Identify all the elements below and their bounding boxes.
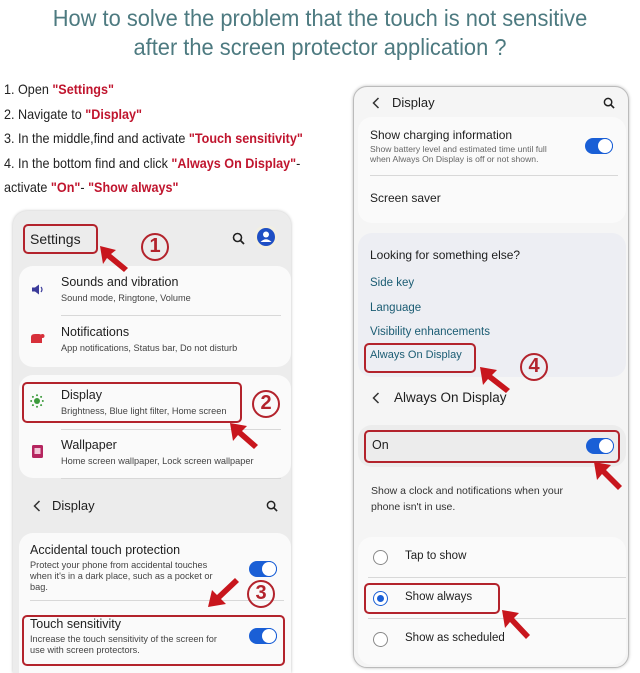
charging-subtitle-2: when Always On Display is off or not shown. <box>370 154 539 164</box>
accidental-touch-toggle[interactable] <box>249 561 277 577</box>
notifications-title: Notifications <box>61 325 130 339</box>
marker-4: 4 <box>520 353 548 381</box>
marker-3: 3 <box>247 580 275 608</box>
highlight-aod-on <box>364 430 620 463</box>
touch-sensitivity-title: Touch sensitivity <box>30 617 122 631</box>
link-always-on-display[interactable]: Always On Display <box>370 349 462 361</box>
step-text: 4. In the bottom find and click <box>4 154 172 171</box>
title-line-2: after the screen protector application ? <box>133 34 507 60</box>
aod-description-1: Show a clock and notifications when your <box>371 485 564 497</box>
display-title: Display <box>61 388 102 402</box>
step-text: 1. Open <box>4 81 53 97</box>
link-visibility-enhancements[interactable]: Visibility enhancements <box>370 326 490 338</box>
step-text: 2. Navigate to <box>4 105 86 122</box>
step-highlight: "On" <box>50 179 81 195</box>
link-language[interactable]: Language <box>370 302 422 314</box>
link-side-key[interactable]: Side key <box>370 277 415 289</box>
step-text: 3. In the middle,find and activate <box>4 130 189 146</box>
search-icon[interactable] <box>603 97 615 109</box>
back-chevron-icon[interactable] <box>372 97 380 109</box>
screen-saver-item[interactable]: Screen saver <box>370 191 441 205</box>
arrow-icon <box>98 244 138 274</box>
accidental-subtitle-1: Protect your phone from accidental touches <box>30 560 208 570</box>
highlight-settings <box>23 224 98 254</box>
step-2 <box>4 102 346 127</box>
arrow-icon <box>205 576 243 610</box>
accidental-title: Accidental touch protection <box>30 543 181 557</box>
step-3 <box>4 126 346 151</box>
accidental-subtitle-2: when it's in a dark place, such as a pocket or <box>30 571 213 581</box>
divider <box>368 577 626 578</box>
notification-icon <box>30 333 45 344</box>
show-charging-toggle[interactable] <box>585 138 613 154</box>
radio-tap-to-show[interactable] <box>373 550 388 565</box>
accidental-subtitle-3: bag. <box>30 582 48 592</box>
option-label: Show as scheduled <box>405 632 505 644</box>
option-label: Show always <box>405 591 473 603</box>
step-4-continued <box>4 175 346 200</box>
step-text: - <box>80 179 89 195</box>
aod-on-label: On <box>372 438 389 452</box>
charging-title: Show charging information <box>370 128 513 142</box>
step-highlight: "Always On Display" <box>171 154 297 171</box>
step-1 <box>4 77 346 102</box>
divider <box>61 315 281 316</box>
wallpaper-subtitle: Home screen wallpaper, Lock screen wallpaper <box>61 456 254 466</box>
step-4 <box>4 151 346 176</box>
marker-1: 1 <box>141 233 169 261</box>
highlight-display <box>22 382 242 423</box>
settings-header-title: Settings <box>30 231 81 247</box>
looking-title: Looking for something else? <box>370 248 521 262</box>
arrow-icon <box>592 460 626 494</box>
step-highlight: "Display" <box>85 105 143 122</box>
highlight-show-always <box>364 583 500 614</box>
speaker-icon <box>31 284 45 295</box>
wallpaper-title: Wallpaper <box>61 438 117 452</box>
search-icon[interactable] <box>266 500 278 512</box>
display-header-title: Display <box>52 498 95 513</box>
charging-subtitle-1: Show battery level and estimated time until full <box>370 144 547 154</box>
option-label: Tap to show <box>405 550 467 562</box>
right-display-header-title: Display <box>392 95 435 110</box>
sounds-title: Sounds and vibration <box>61 275 179 289</box>
back-chevron-icon[interactable] <box>33 500 41 512</box>
touch-subtitle-2: use with screen protectors. <box>30 645 140 655</box>
radio-show-as-scheduled[interactable] <box>373 632 388 647</box>
arrow-icon <box>478 365 518 395</box>
step-text: activate <box>4 179 51 195</box>
touch-subtitle-1: Increase the touch sensitivity of the screen for <box>30 634 217 644</box>
notifications-subtitle: App notifications, Status bar, Do not disturb <box>61 343 238 353</box>
divider <box>61 478 281 479</box>
step-highlight: "Touch sensitivity" <box>188 130 303 146</box>
divider <box>368 618 626 619</box>
arrow-icon <box>228 421 264 451</box>
wallpaper-icon <box>32 445 43 458</box>
divider <box>30 600 284 601</box>
instruction-steps <box>4 77 346 200</box>
highlight-touch-sensitivity <box>22 615 285 666</box>
step-highlight: "Show always" <box>88 179 179 195</box>
arrow-icon <box>500 608 536 644</box>
highlight-always-on-display-link <box>364 343 476 373</box>
divider <box>370 175 618 176</box>
marker-2: 2 <box>252 390 280 418</box>
aod-header-title: Always On Display <box>394 390 507 405</box>
display-subtitle: Brightness, Blue light filter, Home screen <box>61 406 227 416</box>
sounds-subtitle: Sound mode, Ringtone, Volume <box>61 293 191 303</box>
title-line-1: How to solve the problem that the touch is not sensitive <box>52 5 588 31</box>
step-text: - <box>296 154 301 171</box>
search-icon[interactable] <box>232 232 245 245</box>
aod-description-2: phone isn't in use. <box>371 501 456 513</box>
step-highlight: "Settings" <box>52 81 114 97</box>
back-chevron-icon[interactable] <box>372 392 380 404</box>
page-title <box>22 4 617 62</box>
profile-avatar-icon[interactable] <box>254 225 278 249</box>
